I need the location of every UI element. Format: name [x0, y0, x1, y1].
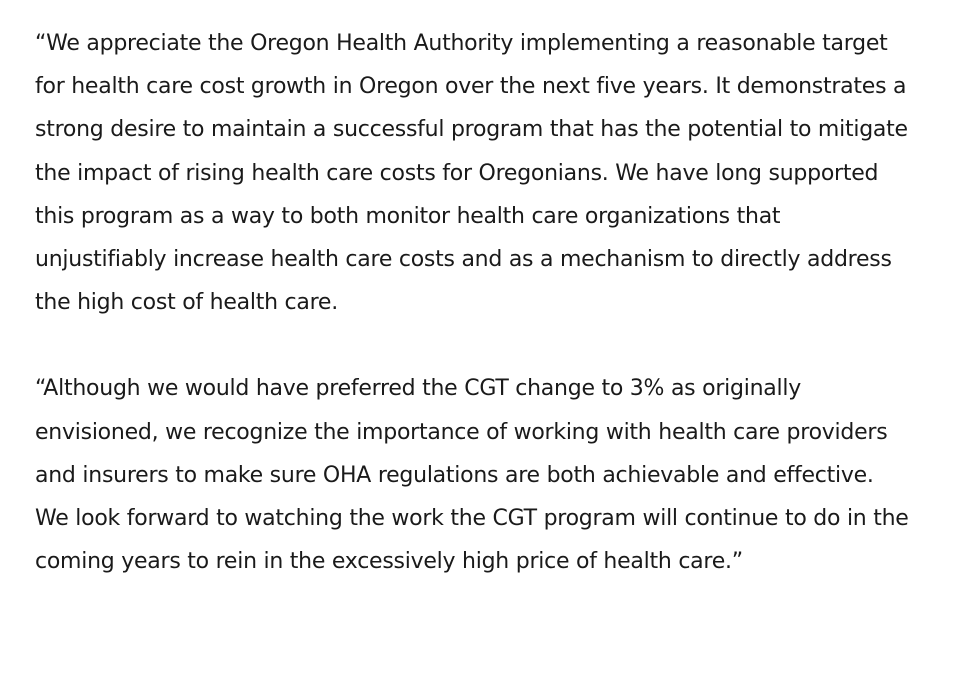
quote-paragraph-1: “We appreciate the Oregon Health Authority implementing a reasonable target for health care cost growth in Oregon over the next five years. It demonstrates a strong desire to maintain a successful program that has the potential to mitigate the impact of rising health care costs for Oregonians. We have long supported this program as a way to both monitor health care organizations that unjustifiably increase health care costs and as a mechanism to directly address the high cost of health care.: [35, 31, 908, 316]
quote-paragraph-2: “Although we would have preferred the CGT change to 3% as originally envisioned, we recognize the importance of working with health care providers and insurers to make sure OHA regulations are both achievable and effective. We look forward to watching the work the CGT program will continue to do in the coming years to rein in the excessively high price of health care.”: [35, 376, 909, 575]
